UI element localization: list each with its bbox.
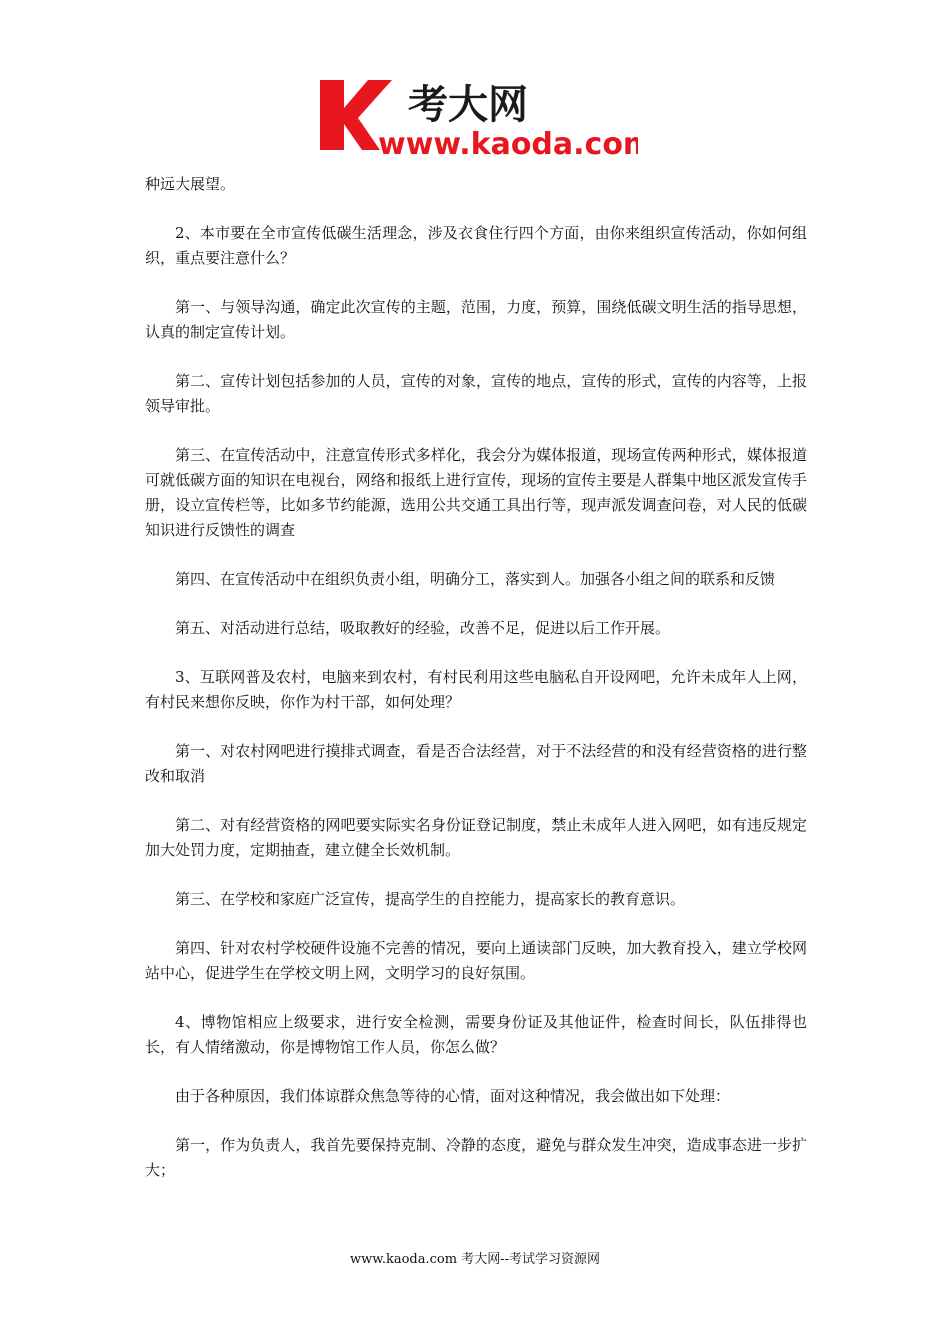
paragraph: 第五、对活动进行总结，吸取教好的经验，改善不足，促进以后工作开展。 [175,619,671,637]
paragraph: 第一，作为负责人，我首先要保持克制、冷静的态度，避免与群众发生冲突，造成事态进一步扩大； [145,1136,807,1179]
paragraph: 第一、与领导沟通，确定此次宣传的主题，范围，力度，预算，围绕低碳文明生活的指导思想，认真的制定宣传计划。 [145,298,807,341]
article-body [145,172,807,1207]
kaoda-logo [318,78,638,158]
paragraph: 2、本市要在全市宣传低碳生活理念，涉及衣食住行四个方面，由你来组织宣传活动，你如何组织，重点要注意什么？ [145,224,807,267]
paragraph: 种远大展望。 [145,175,236,193]
paragraph: 第三、在宣传活动中，注意宣传形式多样化，我会分为媒体报道，现场宣传两种形式，媒体报道可就低碳方面的知识在电视台，网络和报纸上进行宣传，现场的宣传主要是人群集中地区派发宣传手册，设立宣传栏等，比如多节约能源，选用公共交通工具出行等，现声派发调查问卷，对人民的低碳知识进行反馈性的调查 [145,446,807,539]
kaoda-logo-graphic [318,78,638,158]
url-text: www.kaoda.com [378,127,638,158]
paragraph: 第二、宣传计划包括参加的人员，宣传的对象，宣传的地点，宣传的形式，宣传的内容等，上报领导审批。 [145,372,807,415]
paragraph: 第三、在学校和家庭广泛宣传，提高学生的自控能力，提高家长的教育意识。 [175,890,686,908]
page-footer: www.kaoda.com 考大网--考试学习资源网 [350,1252,600,1267]
brand-text: 考大网 [408,82,528,128]
paragraph: 第一、对农村网吧进行摸排式调查，看是否合法经营，对于不法经营的和没有经营资格的进行整改和取消 [145,742,807,785]
paragraph: 第四、针对农村学校硬件设施不完善的情况，要向上通读部门反映，加大教育投入，建立学校网站中心，促进学生在学校文明上网，文明学习的良好氛围。 [145,939,807,982]
paragraph: 第二、对有经营资格的网吧要实际实名身份证登记制度，禁止未成年人进入网吧，如有违反规定加大处罚力度，定期抽查，建立健全长效机制。 [145,816,807,859]
paragraph: 3、互联网普及农村，电脑来到农村，有村民利用这些电脑私自开设网吧，允许未成年人上网，有村民来想你反映，你作为村干部，如何处理？ [145,668,807,711]
paragraph: 4、博物馆相应上级要求，进行安全检测，需要身份证及其他证件，检查时间长，队伍排得也长，有人情绪激动，你是博物馆工作人员，你怎么做？ [145,1013,807,1056]
paragraph: 由于各种原因，我们体谅群众焦急等待的心情，面对这种情况，我会做出如下处理： [175,1087,731,1105]
paragraph: 第四、在宣传活动中在组织负责小组，明确分工，落实到人。加强各小组之间的联系和反馈 [175,570,776,588]
